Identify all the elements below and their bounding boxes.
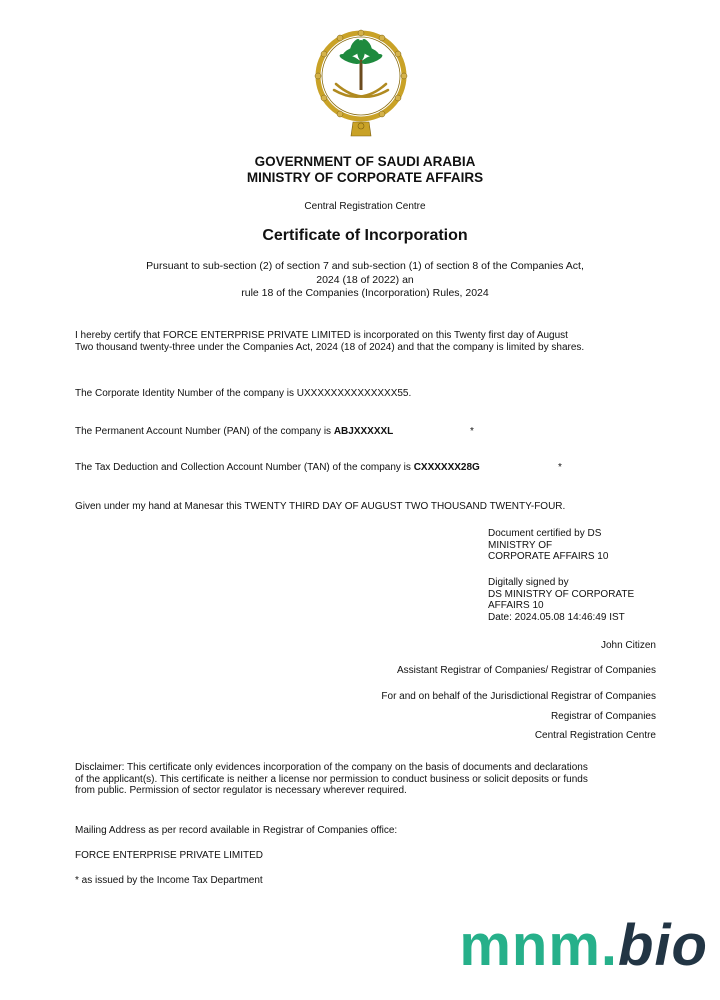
saudi-emblem [312, 26, 410, 142]
pan-statement [75, 426, 393, 438]
watermark-logo [459, 912, 708, 979]
certificate-title: Certificate of Incorporation [262, 227, 468, 244]
company-name: FORCE ENTERPRISE PRIVATE LIMITED [75, 850, 263, 861]
on-behalf-line: For and on behalf of the Jurisdictional Registrar of Companies [381, 691, 656, 702]
digital-signature-block [488, 577, 634, 623]
heading-government: GOVERNMENT OF SAUDI ARABIA [254, 154, 476, 169]
certified-line-3: CORPORATE AFFAIRS 10 [488, 551, 609, 562]
signed-line-2: DS MINISTRY OF CORPORATE [488, 588, 635, 600]
disclaimer-line-1: Disclaimer: This certificate only evidences incorporation of the company on the basis of documents and declarations [75, 762, 588, 773]
heading-ministry: MINISTRY OF CORPORATE AFFAIRS [246, 170, 484, 185]
registrar-line: Registrar of Companies [550, 711, 656, 722]
pursuant-clause [0, 260, 720, 301]
disclaimer [75, 762, 588, 797]
footnote: * as issued by the Income Tax Department [75, 875, 263, 886]
certification-paragraph [75, 330, 584, 353]
signatory-name: John Citizen [600, 640, 656, 651]
signed-line-1: Digitally signed by [488, 577, 569, 588]
signed-date: Date: 2024.05.08 14:46:49 IST [488, 611, 625, 623]
signatory-role: Assistant Registrar of Companies/ Registrar of Companies [397, 665, 656, 676]
government-heading [0, 154, 720, 186]
pan-text: The Permanent Account Number (PAN) of the company is [75, 426, 334, 437]
pursuant-line-2: 2024 (18 of 2022) an [316, 273, 414, 286]
pan-value: ABJXXXXXL [333, 426, 394, 437]
centre-line: Central Registration Centre [534, 730, 656, 741]
registration-centre: Central Registration Centre [304, 201, 426, 212]
tan-statement [75, 462, 480, 474]
given-statement: Given under my hand at Manesar this TWENTY THIRD DAY OF AUGUST TWO THOUSAND TWENTY-FOUR. [75, 501, 566, 512]
mailing-address-label: Mailing Address as per record available in Registrar of Companies office: [75, 825, 398, 836]
disclaimer-line-2: of the applicant(s). This certificate is neither a license nor permission to conduct business or solicit deposits or funds [75, 773, 588, 785]
disclaimer-line-3: from public. Permission of sector regulator is necessary wherever required. [75, 785, 407, 796]
certify-line-1: I hereby certify that FORCE ENTERPRISE PRIVATE LIMITED is incorporated on this Twenty first day of August [75, 330, 568, 341]
pursuant-line-1: Pursuant to sub-section (2) of section 7 and sub-section (1) of section 8 of the Companies Act, [146, 260, 584, 272]
certify-line-2: Two thousand twenty-three under the Companies Act, 2024 (18 of 2024) and that the company is limited by shares. [75, 341, 585, 353]
watermark-part-1: mnm. [459, 913, 619, 978]
tan-value: CXXXXXX28G [413, 462, 480, 473]
certified-line-2: MINISTRY OF [488, 539, 553, 551]
cin-statement: The Corporate Identity Number of the company is UXXXXXXXXXXXXXX55. [75, 388, 412, 399]
certified-by-block [488, 528, 608, 563]
watermark-part-2: bio [618, 913, 708, 978]
tan-text: The Tax Deduction and Collection Account Number (TAN) of the company is [75, 462, 414, 473]
pan-asterisk: * [470, 426, 474, 437]
certified-line-1: Document certified by DS [488, 528, 602, 539]
signed-line-3: AFFAIRS 10 [488, 600, 544, 611]
tan-asterisk: * [558, 462, 562, 473]
pursuant-line-3: rule 18 of the Companies (Incorporation) Rules, 2024 [241, 287, 489, 299]
